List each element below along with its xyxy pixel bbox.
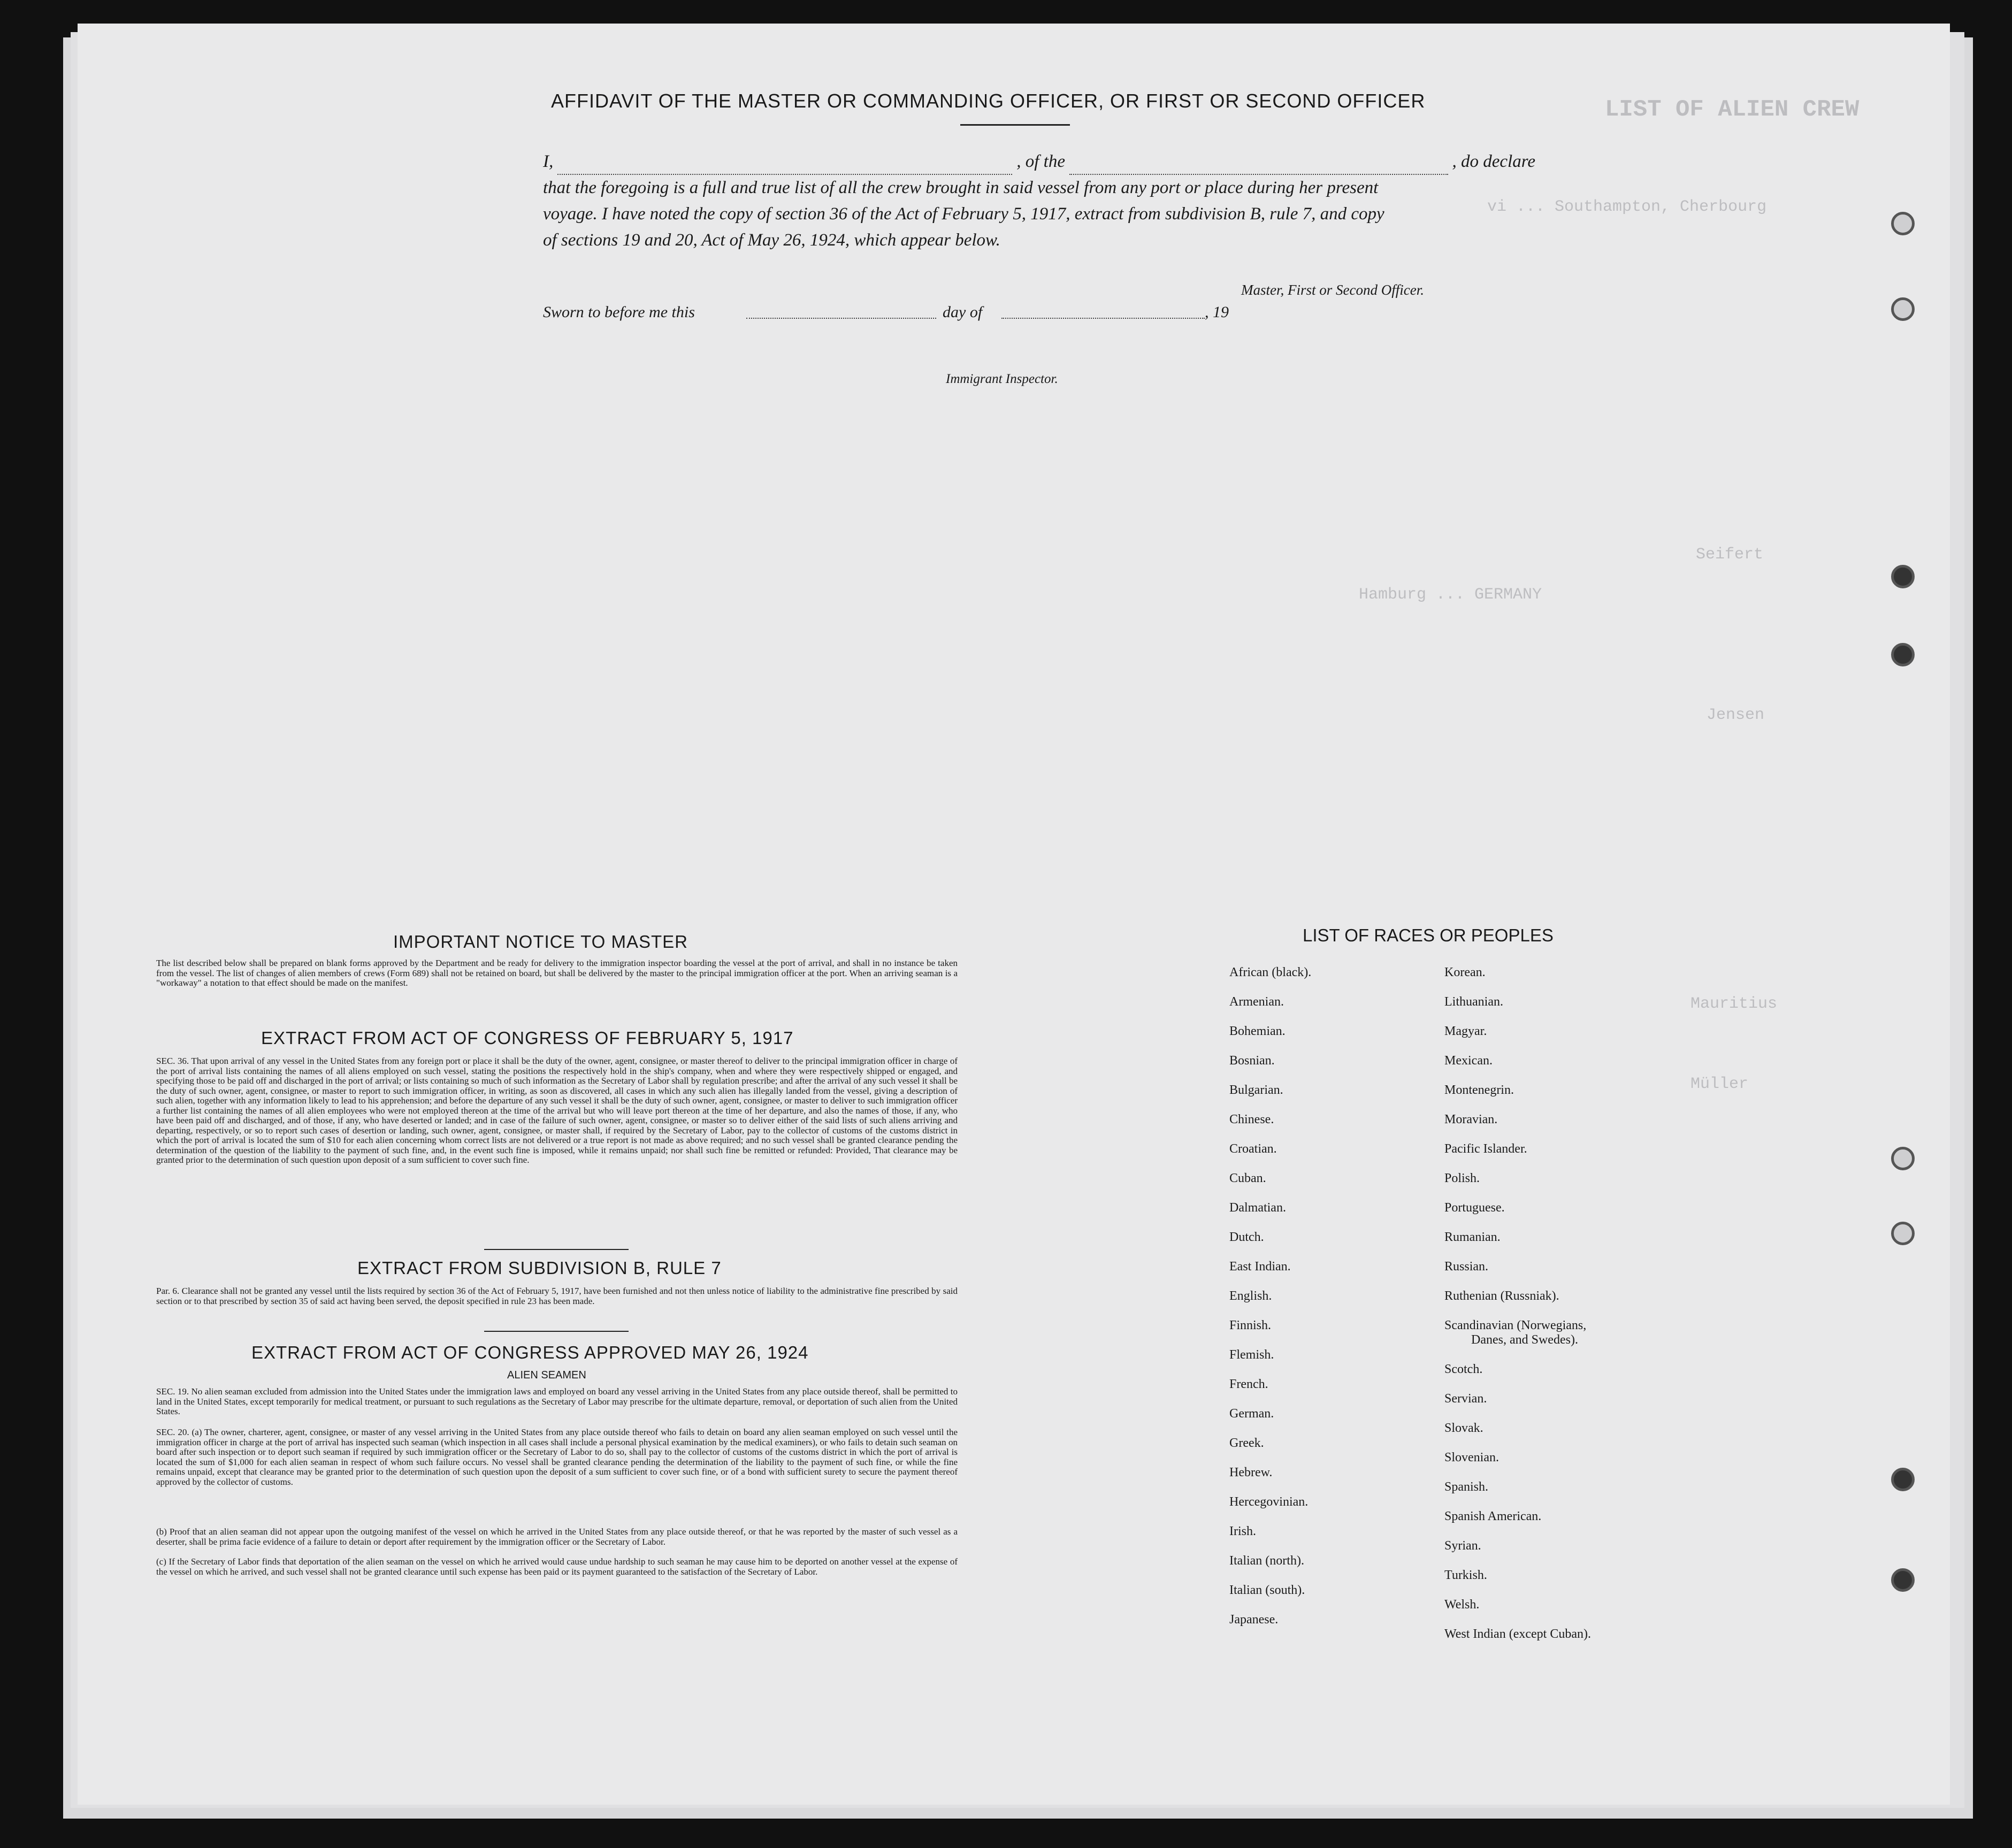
affidavit-line-3: voyage. I have noted the copy of section 36 of the Act of February 5, 1917, extract from subdivision B, rule 7, and copy [543,204,1384,224]
race-item: Russian. [1444,1260,1489,1274]
rule7-body: Par. 6. Clearance shall not be granted any vessel until the lists required by section 36 of the Act of February 5, 1917, have been furnished and not then unless notice of liability to the administrative fine prescribed by said section or to that prescribed by section 35 of said act having been served, the deposit specified in rule 23 has been made. [156,1286,958,1306]
year-label: , 19 [1205,303,1229,321]
race-item: Italian (north). [1229,1554,1304,1568]
race-item: Finnish. [1229,1318,1272,1332]
race-item: Slovak. [1444,1421,1483,1435]
punch-hole-icon [1891,212,1915,235]
races-right-column [1444,965,1591,1657]
affidavit-text [543,149,1535,254]
race-item: Scandinavian (Norwegians, [1444,1318,1587,1332]
day-of-label: day of [943,303,983,321]
race-item: Slovenian. [1444,1451,1499,1464]
race-item: Portuguese. [1444,1201,1505,1215]
race-item: Bosnian. [1229,1054,1275,1068]
race-item: Welsh. [1444,1598,1480,1612]
race-item: Armenian. [1229,995,1284,1009]
race-item: Hercegovinian. [1229,1495,1309,1509]
vessel-field[interactable] [1069,159,1448,175]
punch-hole-icon [1891,1568,1915,1592]
race-item: West Indian (except Cuban). [1444,1627,1591,1641]
race-item: Moravian. [1444,1113,1498,1126]
race-item: Dalmatian. [1229,1201,1286,1215]
race-item: Korean. [1444,965,1486,979]
rule7-title: EXTRACT FROM SUBDIVISION B, RULE 7 [357,1258,722,1278]
extract-1924-subtitle: ALIEN SEAMEN [507,1369,586,1381]
punch-hole-icon [1891,1222,1915,1245]
race-item: Hebrew. [1229,1466,1273,1479]
race-item: French. [1229,1377,1268,1391]
races-left-column [1229,965,1311,1642]
race-item: Japanese. [1229,1613,1279,1627]
notice-title: IMPORTANT NOTICE TO MASTER [393,932,688,952]
race-item: Scotch. [1444,1362,1483,1376]
signature-label: Master, First or Second Officer. [1241,282,1424,298]
affidavit-line-4: of sections 19 and 20, Act of May 26, 1924, which appear below. [543,231,1000,250]
punch-hole-icon [1891,1147,1915,1170]
sworn-day-field[interactable] [746,317,936,319]
race-item: Bulgarian. [1229,1083,1283,1097]
bleed-through-text: vi ... Southampton, Cherbourg [1487,198,1767,216]
race-item: Chinese. [1229,1113,1274,1126]
title-divider [960,124,1070,126]
race-item: Ruthenian (Russniak). [1444,1289,1559,1303]
race-item: Bohemian. [1229,1024,1286,1038]
punch-hole-icon [1891,297,1915,321]
race-item: Turkish. [1444,1568,1487,1582]
race-item: Servian. [1444,1392,1487,1406]
affidavit-of-the: , of the [1016,152,1065,171]
bleed-through-text: Hamburg ... GERMANY [1359,586,1542,604]
bleed-through-text: Mauritius [1690,995,1778,1013]
bleed-through-text: LIST OF ALIEN CREW [1605,96,1860,123]
race-item: Mexican. [1444,1054,1493,1068]
race-item: Dutch. [1229,1230,1264,1244]
race-item: Rumanian. [1444,1230,1501,1244]
punch-hole-icon [1891,643,1915,666]
sworn-month-field[interactable] [1001,317,1205,319]
race-item: Polish. [1444,1171,1480,1185]
sec20b-body: (b) Proof that an alien seaman did not appear upon the outgoing manifest of the vessel on which he arrived in the United States from any place outside thereof, or that he was reported by the master of such vessel as a deserter, shall be prima facie evidence of a failure to detain or deport after requirement by the immigration officer or the Secretary of Labor. [156,1527,958,1547]
name-field[interactable] [557,159,1012,175]
race-item: Spanish. [1444,1480,1489,1494]
affidavit-line-2: that the foregoing is a full and true list of all the crew brought in said vessel from any port or place during her present [543,178,1379,197]
race-item: Croatian. [1229,1142,1277,1156]
race-item: Greek. [1229,1436,1264,1450]
race-item: Spanish American. [1444,1509,1542,1523]
affidavit-i: I, [543,152,554,171]
sec20a-body: SEC. 20. (a) The owner, charterer, agent, consignee, or master of any vessel arriving in the United States from any place outside thereof who fails to detain on board any alien seaman employed on such vessel until the immigration officer in charge at the port of arrival has inspected such seaman (which inspection in all cases shall include a personal physical examination by the medical examiners), or who fails to detain such seaman on board after such inspection or to deport such seaman if required by such immigration officer or the Secretary of Labor to do so, shall pay to the collector of customs of the customs district in which the port of arrival is located the sum of $1,000 for each alien seaman in respect of whom such failure occurs. No vessel shall be granted clearance pending the determination of the liability to the payment of such fine, or while the fine remains unpaid, except that clearance may be granted prior to the determination of such question upon the deposit of a sum sufficient to cover such fine, or of a bond with sufficient surety to secure the payment thereof approved by the collector of customs. [156,1427,958,1487]
notice-body: The list described below shall be prepared on blank forms approved by the Department and be ready for delivery to the immigration inspector boarding the vessel at the port of arrival, and shall in no instance be taken from the vessel. The list of changes of alien members of crews (Form 689) shall not be retained on board, but shall be delivered by the master to the principal immigration officer at the port. When an arriving seaman is a "workaway" a notation to that effect should be made on the manifest. [156,958,958,988]
extract-1924-title: EXTRACT FROM ACT OF CONGRESS APPROVED MAY 26, 1924 [251,1343,809,1362]
race-item: Flemish. [1229,1348,1274,1362]
race-item: Irish. [1229,1524,1256,1538]
affidavit-title: AFFIDAVIT OF THE MASTER OR COMMANDING OFFICER, OR FIRST OR SECOND OFFICER [551,90,1426,112]
race-item: Magyar. [1444,1024,1487,1038]
races-title: LIST OF RACES OR PEOPLES [1303,925,1554,945]
extract-1917-body: SEC. 36. That upon arrival of any vessel in the United States from any foreign port or place it shall be the duty of the owner, agent, consignee, or master thereof to deliver to the principal immigration officer in charge of the port of arrival lists containing the names of all aliens employed on such vessel, stating the positions the respectively hold in the ship's company, when and where they were respectively shipped or engaged, and specifying those to be paid off and discharged in the port of arrival; or lists containing so much of such information as the Secretary of Labor shall by regulation prescribe; and after the arrival of any such vessel it shall be the duty of such owner, agent, consignee, or master to report to such immigration officer, in writing, as soon as discovered, all cases in which any such alien has illegally landed from the vessel, giving a description of such alien, together with any information likely to lead to his apprehension; and before the departure of any such vessel it shall be the duty of such owner, agent, consignee, or master to deliver to such immigration officer a further list containing the names of all alien employees who were not employed thereon at the time of the arrival but who will leave port thereon at the time of her departure, and also the names of those, if any, who have been paid off and discharged, and of those, if any, who have deserted or landed; and in case of the failure of such owner, agent, consignee, or master so to deliver either of the said lists of such aliens arriving and departing, respectively, or so to report such cases of desertion or landing, such owner, agent, consignee, or master shall, if required by the Secretary of Labor, pay to the collector of customs of the customs district in which the port of arrival is located the sum of $10 for each alien concerning whom correct lists are not delivered or a true report is not made as above required; and no such vessel shall be granted clearance pending the determination of the question of the liability to the payment of such fine, and, in the event such fine is imposed, while it remains unpaid; nor shall such fine be remitted or refunded: Provided, That clearance may be granted prior to the determination of such question upon deposit of a sum sufficient to cover such fine. [156,1056,958,1165]
sec19-body: SEC. 19. No alien seaman excluded from admission into the United States under the immigration laws and employed on board any vessel arriving in the United States from any place outside thereof, shall be permitted to land in the United States, except temporarily for medical treatment, or pursuant to such regulations as the Secretary of Labor may prescribe for the ultimate departure, removal, or deportation of such alien from the United States. [156,1386,958,1416]
section-divider [484,1331,629,1332]
extract-1917-title: EXTRACT FROM ACT OF CONGRESS OF FEBRUARY 5, 1917 [261,1028,794,1048]
race-item: Lithuanian. [1444,995,1503,1009]
punch-hole-icon [1891,1468,1915,1491]
race-item: East Indian. [1229,1260,1291,1274]
inspector-label: Immigrant Inspector. [946,372,1058,386]
race-item: Italian (south). [1229,1583,1305,1597]
race-item: German. [1229,1407,1274,1421]
race-item: Cuban. [1229,1171,1266,1185]
affidavit-declare: , do declare [1452,152,1535,171]
bleed-through-text: Müller [1690,1075,1749,1093]
race-item: English. [1229,1289,1272,1303]
bleed-through-text: Seifert [1696,546,1764,564]
race-item: Pacific Islander. [1444,1142,1527,1156]
section-divider [484,1249,629,1250]
sworn-label: Sworn to before me this [543,303,695,321]
race-item: Danes, and Swedes). [1471,1333,1578,1347]
race-item: Syrian. [1444,1539,1481,1553]
race-item: Montenegrin. [1444,1083,1514,1097]
sec20c-body: (c) If the Secretary of Labor finds that deportation of the alien seaman on the vessel on which he arrived would cause undue hardship to such seaman he may cause him to be deported on another vessel at the expense of the vessel on which he arrived, and such vessel shall not be granted clearance until such expense has been paid or its payment guaranteed to the satisfaction of the Secretary of Labor. [156,1556,958,1577]
punch-hole-icon [1891,565,1915,588]
bleed-through-text: Jensen [1707,706,1765,724]
race-item: African (black). [1229,965,1312,979]
